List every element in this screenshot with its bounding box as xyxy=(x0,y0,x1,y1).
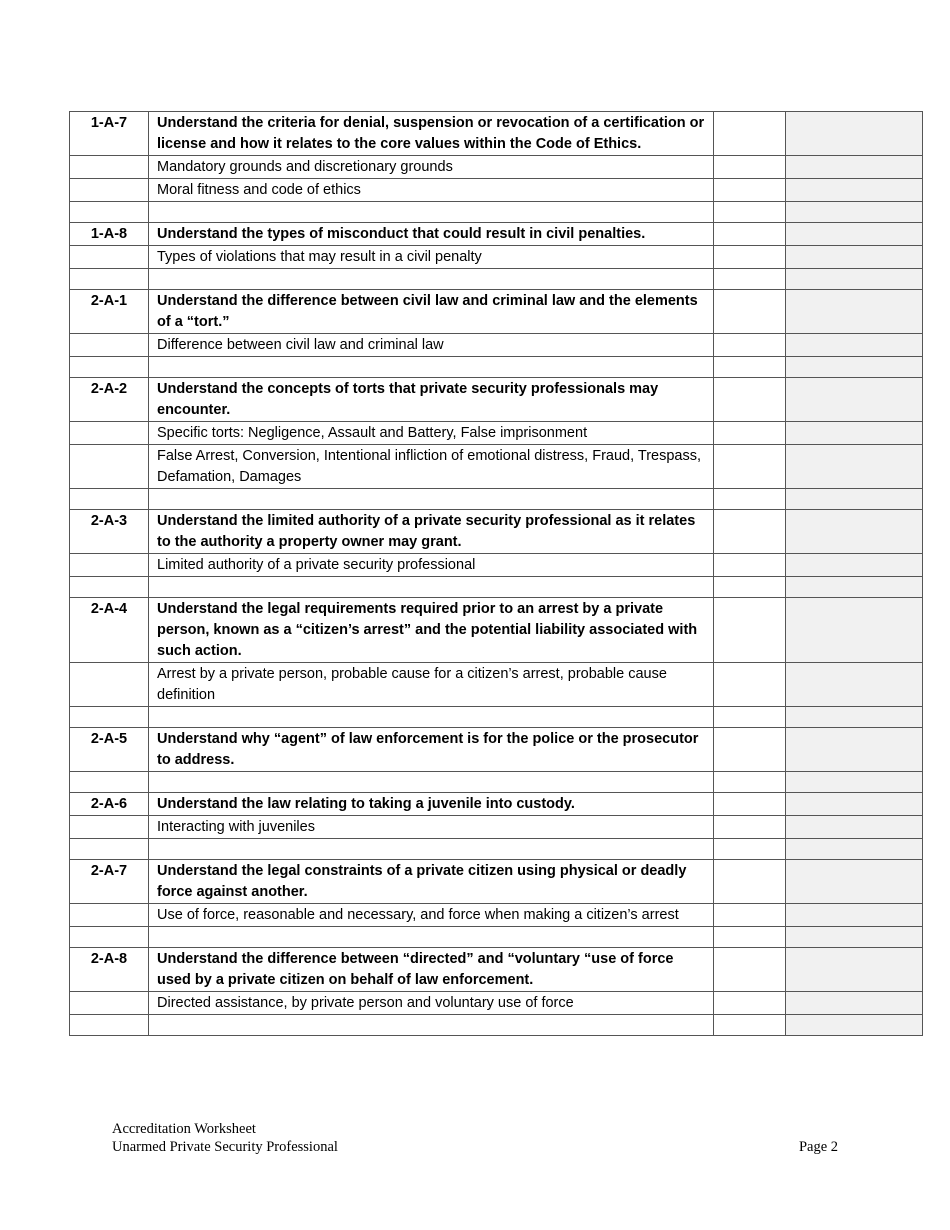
row-code: 2-A-4 xyxy=(70,598,149,663)
table-row xyxy=(70,860,923,904)
footer-title-block xyxy=(112,1120,512,1156)
row-check-cell xyxy=(714,246,786,269)
row-check-cell xyxy=(714,577,786,598)
row-notes-cell xyxy=(786,598,923,663)
row-description: Understand the limited authority of a private security professional as it relates to the authority a property owner may grant. xyxy=(149,510,714,554)
table-row xyxy=(70,992,923,1015)
row-code xyxy=(70,927,149,948)
row-check-cell xyxy=(714,269,786,290)
row-check-cell xyxy=(714,772,786,793)
row-check-cell xyxy=(714,357,786,378)
row-description: False Arrest, Conversion, Intentional infliction of emotional distress, Fraud, Trespass, Defamation, Damages xyxy=(149,445,714,489)
row-description: Understand the law relating to taking a juvenile into custody. xyxy=(149,793,714,816)
row-code: 2-A-6 xyxy=(70,793,149,816)
row-notes-cell xyxy=(786,156,923,179)
row-code xyxy=(70,489,149,510)
row-notes-cell xyxy=(786,445,923,489)
row-description xyxy=(149,489,714,510)
row-code xyxy=(70,577,149,598)
row-code xyxy=(70,334,149,357)
row-check-cell xyxy=(714,598,786,663)
row-notes-cell xyxy=(786,202,923,223)
table-row xyxy=(70,223,923,246)
table-row xyxy=(70,577,923,598)
row-description: Arrest by a private person, probable cause for a citizen’s arrest, probable cause definition xyxy=(149,663,714,707)
row-code xyxy=(70,839,149,860)
row-check-cell xyxy=(714,793,786,816)
table-row xyxy=(70,156,923,179)
row-description xyxy=(149,839,714,860)
row-notes-cell xyxy=(786,510,923,554)
row-check-cell xyxy=(714,202,786,223)
row-description xyxy=(149,269,714,290)
row-code xyxy=(70,992,149,1015)
table-row xyxy=(70,816,923,839)
row-check-cell xyxy=(714,112,786,156)
row-code: 2-A-2 xyxy=(70,378,149,422)
table-row xyxy=(70,445,923,489)
competency-table xyxy=(69,111,922,1036)
row-description xyxy=(149,357,714,378)
row-notes-cell xyxy=(786,577,923,598)
row-notes-cell xyxy=(786,904,923,927)
row-notes-cell xyxy=(786,357,923,378)
row-notes-cell xyxy=(786,179,923,202)
table-row xyxy=(70,839,923,860)
row-code: 2-A-5 xyxy=(70,728,149,772)
row-description: Moral fitness and code of ethics xyxy=(149,179,714,202)
row-code xyxy=(70,904,149,927)
row-check-cell xyxy=(714,992,786,1015)
table-row xyxy=(70,246,923,269)
row-check-cell xyxy=(714,1015,786,1036)
row-description: Limited authority of a private security professional xyxy=(149,554,714,577)
row-check-cell xyxy=(714,223,786,246)
row-code: 2-A-8 xyxy=(70,948,149,992)
table-row xyxy=(70,927,923,948)
table-row xyxy=(70,378,923,422)
row-description: Understand the concepts of torts that private security professionals may encounter. xyxy=(149,378,714,422)
row-code: 2-A-3 xyxy=(70,510,149,554)
row-notes-cell xyxy=(786,948,923,992)
row-description xyxy=(149,707,714,728)
row-notes-cell xyxy=(786,422,923,445)
table-row xyxy=(70,510,923,554)
row-description: Understand the legal requirements required prior to an arrest by a private person, known as a “citizen’s arrest” and the potential liability associated with such action. xyxy=(149,598,714,663)
row-check-cell xyxy=(714,156,786,179)
row-check-cell xyxy=(714,663,786,707)
row-code xyxy=(70,445,149,489)
row-description xyxy=(149,927,714,948)
row-notes-cell xyxy=(786,860,923,904)
row-description xyxy=(149,202,714,223)
row-check-cell xyxy=(714,290,786,334)
table-row xyxy=(70,179,923,202)
row-check-cell xyxy=(714,948,786,992)
table-row xyxy=(70,112,923,156)
row-notes-cell xyxy=(786,378,923,422)
row-notes-cell xyxy=(786,663,923,707)
row-description: Understand the difference between civil law and criminal law and the elements of a “tort.” xyxy=(149,290,714,334)
row-description: Understand why “agent” of law enforcement is for the police or the prosecutor to address. xyxy=(149,728,714,772)
row-code xyxy=(70,156,149,179)
row-check-cell xyxy=(714,445,786,489)
row-check-cell xyxy=(714,728,786,772)
row-code xyxy=(70,422,149,445)
row-notes-cell xyxy=(786,927,923,948)
row-code xyxy=(70,179,149,202)
row-code: 2-A-1 xyxy=(70,290,149,334)
row-notes-cell xyxy=(786,839,923,860)
row-check-cell xyxy=(714,860,786,904)
row-notes-cell xyxy=(786,1015,923,1036)
row-description: Types of violations that may result in a civil penalty xyxy=(149,246,714,269)
row-notes-cell xyxy=(786,223,923,246)
row-code xyxy=(70,269,149,290)
table-row xyxy=(70,728,923,772)
table-row xyxy=(70,269,923,290)
table-row xyxy=(70,663,923,707)
row-notes-cell xyxy=(786,554,923,577)
row-description: Understand the legal constraints of a private citizen using physical or deadly force against another. xyxy=(149,860,714,904)
table-row xyxy=(70,904,923,927)
row-check-cell xyxy=(714,816,786,839)
row-description: Understand the criteria for denial, suspension or revocation of a certification or license and how it relates to the core values within the Code of Ethics. xyxy=(149,112,714,156)
row-notes-cell xyxy=(786,728,923,772)
table-row xyxy=(70,422,923,445)
row-notes-cell xyxy=(786,290,923,334)
table-row xyxy=(70,290,923,334)
row-check-cell xyxy=(714,489,786,510)
row-code: 1-A-8 xyxy=(70,223,149,246)
row-description: Mandatory grounds and discretionary grounds xyxy=(149,156,714,179)
table-row xyxy=(70,357,923,378)
row-check-cell xyxy=(714,334,786,357)
table-row xyxy=(70,707,923,728)
table-row xyxy=(70,948,923,992)
row-description: Interacting with juveniles xyxy=(149,816,714,839)
row-code xyxy=(70,1015,149,1036)
row-description: Specific torts: Negligence, Assault and Battery, False imprisonment xyxy=(149,422,714,445)
row-notes-cell xyxy=(786,334,923,357)
row-check-cell xyxy=(714,839,786,860)
row-notes-cell xyxy=(786,269,923,290)
row-check-cell xyxy=(714,927,786,948)
table-row xyxy=(70,554,923,577)
row-description: Difference between civil law and criminal law xyxy=(149,334,714,357)
row-code xyxy=(70,202,149,223)
row-check-cell xyxy=(714,510,786,554)
competency-table-body xyxy=(70,112,923,1036)
table-row xyxy=(70,334,923,357)
row-check-cell xyxy=(714,707,786,728)
row-description: Use of force, reasonable and necessary, and force when making a citizen’s arrest xyxy=(149,904,714,927)
table-row xyxy=(70,202,923,223)
row-notes-cell xyxy=(786,793,923,816)
row-description: Understand the types of misconduct that could result in civil penalties. xyxy=(149,223,714,246)
table-row xyxy=(70,489,923,510)
row-check-cell xyxy=(714,422,786,445)
row-code: 2-A-7 xyxy=(70,860,149,904)
row-code xyxy=(70,246,149,269)
page-number: Page 2 xyxy=(798,1139,838,1155)
row-code xyxy=(70,707,149,728)
row-description xyxy=(149,1015,714,1036)
footer-line-1: Accreditation Worksheet xyxy=(112,1121,256,1137)
table-row xyxy=(70,772,923,793)
row-check-cell xyxy=(714,179,786,202)
row-check-cell xyxy=(714,904,786,927)
row-code xyxy=(70,772,149,793)
row-notes-cell xyxy=(786,992,923,1015)
table-row xyxy=(70,598,923,663)
row-code xyxy=(70,816,149,839)
row-notes-cell xyxy=(786,772,923,793)
row-notes-cell xyxy=(786,112,923,156)
row-description: Directed assistance, by private person and voluntary use of force xyxy=(149,992,714,1015)
row-description xyxy=(149,772,714,793)
row-code: 1-A-7 xyxy=(70,112,149,156)
row-code xyxy=(70,663,149,707)
row-notes-cell xyxy=(786,707,923,728)
row-code xyxy=(70,357,149,378)
row-description xyxy=(149,577,714,598)
row-notes-cell xyxy=(786,246,923,269)
row-notes-cell xyxy=(786,816,923,839)
row-code xyxy=(70,554,149,577)
table-row xyxy=(70,1015,923,1036)
row-description: Understand the difference between “directed” and “voluntary “use of force used by a private citizen on behalf of law enforcement. xyxy=(149,948,714,992)
table-row xyxy=(70,793,923,816)
row-check-cell xyxy=(714,378,786,422)
footer-line-2: Unarmed Private Security Professional xyxy=(112,1139,338,1155)
row-check-cell xyxy=(714,554,786,577)
row-notes-cell xyxy=(786,489,923,510)
